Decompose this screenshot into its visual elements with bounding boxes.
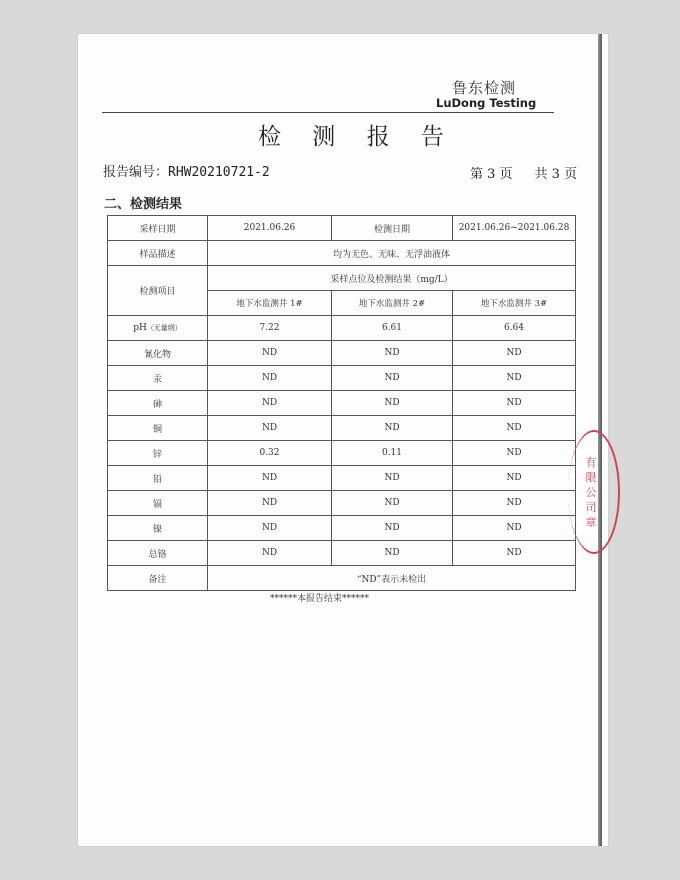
result-value: ND: [332, 466, 453, 491]
result-value: ND: [332, 516, 453, 541]
test-item-name: [108, 316, 208, 341]
result-value: ND: [453, 541, 576, 566]
test-item-label: 氰化物: [143, 349, 171, 360]
report-title: 检 测 报 告: [258, 124, 456, 150]
result-value: ND: [208, 516, 332, 541]
seal-char: 公: [585, 486, 597, 499]
unit-note: （无量纲）: [146, 324, 182, 332]
result-value: ND: [208, 341, 332, 366]
results-table: [107, 215, 576, 591]
test-item-name: [108, 416, 208, 441]
test-item-name: [108, 366, 208, 391]
test-item-label: pH: [133, 323, 147, 333]
result-value: 7.22: [208, 316, 332, 341]
result-value: 0.32: [208, 441, 332, 466]
test-item-label: 镉: [152, 499, 162, 510]
table-row: [108, 466, 576, 491]
result-value: ND: [332, 491, 453, 516]
brand-name-en: LuDong Testing: [436, 96, 537, 110]
sampling-date-row: [108, 216, 576, 241]
test-item-label: 锌: [152, 449, 162, 460]
result-value: ND: [208, 491, 332, 516]
result-value: ND: [208, 416, 332, 441]
result-value: ND: [208, 366, 332, 391]
test-item-name: [108, 391, 208, 416]
table-row: [108, 441, 576, 466]
test-item-name: [108, 516, 208, 541]
table-row: [108, 391, 576, 416]
header-rule: [102, 112, 554, 113]
item-header: 检测项目: [108, 266, 208, 316]
result-value: ND: [453, 466, 576, 491]
column-header-well-2: 地下水监测井 2#: [332, 291, 453, 316]
page-info: [470, 163, 577, 182]
table-row: [108, 541, 576, 566]
result-value: 6.64: [453, 316, 576, 341]
company-seal-text: [578, 455, 604, 530]
sample-desc-row: [108, 241, 576, 266]
result-value: ND: [332, 341, 453, 366]
result-value: ND: [453, 491, 576, 516]
result-value: 6.61: [332, 316, 453, 341]
result-value: ND: [453, 366, 576, 391]
test-date-value: 2021.06.26~2021.06.28: [453, 216, 576, 241]
test-item-name: [108, 491, 208, 516]
test-item-name: [108, 541, 208, 566]
test-item-label: 铜: [152, 424, 162, 435]
result-value: ND: [453, 341, 576, 366]
report-end-note: ******本报告结束******: [270, 594, 370, 604]
table-row: [108, 341, 576, 366]
section-heading: 二、检测结果: [104, 197, 183, 212]
remark-row: [108, 566, 576, 591]
result-value: ND: [453, 416, 576, 441]
test-item-label: 总铬: [148, 549, 167, 560]
results-table-body: [108, 216, 576, 591]
group-header-row: [108, 266, 576, 291]
test-date-label: 检测日期: [332, 216, 453, 241]
sample-desc-value: 均为无色、无味、无浮油液体: [208, 241, 576, 266]
result-value: ND: [453, 441, 576, 466]
test-item-label: 镍: [152, 524, 162, 535]
table-row: [108, 491, 576, 516]
seal-char: 限: [585, 471, 597, 484]
test-item-name: [108, 341, 208, 366]
result-value: 0.11: [332, 441, 453, 466]
remark-value: “ND”表示未检出: [208, 566, 576, 591]
result-value: ND: [208, 391, 332, 416]
sampling-date-label: 采样日期: [108, 216, 208, 241]
report-number: 报告编号：RHW20210721-2: [103, 165, 270, 180]
column-header-well-3: 地下水监测井 3#: [453, 291, 576, 316]
group-header: 采样点位及检测结果（mg/L）: [208, 266, 576, 291]
seal-char: 司: [585, 501, 597, 514]
result-value: ND: [453, 516, 576, 541]
sample-desc-label: 样品描述: [108, 241, 208, 266]
table-row: [108, 516, 576, 541]
seal-char: 有: [585, 456, 597, 469]
test-item-label: 砷: [152, 399, 162, 410]
result-value: ND: [332, 541, 453, 566]
table-row: [108, 416, 576, 441]
result-value: ND: [332, 366, 453, 391]
result-value: ND: [332, 416, 453, 441]
table-row: [108, 366, 576, 391]
test-item-label: 铅: [152, 474, 162, 485]
result-value: ND: [453, 391, 576, 416]
column-header-well-1: 地下水监测井 1#: [208, 291, 332, 316]
result-value: ND: [208, 466, 332, 491]
seal-char: 章: [585, 516, 597, 529]
result-value: ND: [332, 391, 453, 416]
page-current: 第 3 页: [470, 167, 513, 182]
table-row: [108, 316, 576, 341]
test-item-name: [108, 466, 208, 491]
page-total: 共 3 页: [534, 167, 578, 182]
sampling-date-value: 2021.06.26: [208, 216, 332, 241]
result-value: ND: [208, 541, 332, 566]
remark-label: 备注: [108, 566, 208, 591]
test-item-label: 汞: [152, 374, 162, 385]
brand-name-cn: 鲁东检测: [452, 79, 517, 97]
test-item-name: [108, 441, 208, 466]
